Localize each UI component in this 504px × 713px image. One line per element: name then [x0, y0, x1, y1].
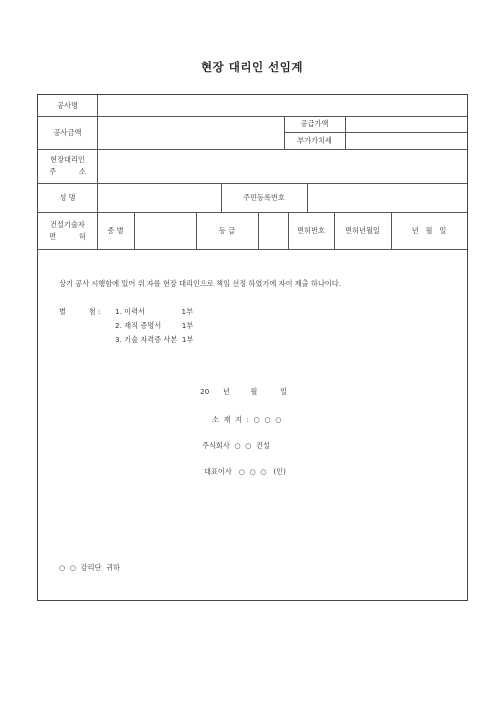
attachment-label: 별 첨 :	[59, 307, 101, 316]
statement-text: 상기 공사 시행함에 있어 위 자를 현장 대리인으로 책임 선정 하였기에 자이 제출 하나이다.	[59, 279, 341, 288]
name-field[interactable]	[98, 184, 220, 211]
agent-address-label	[38, 149, 97, 183]
row-divider	[38, 249, 467, 250]
document-title: 현장 대리인 선임계	[201, 60, 303, 74]
attachment-item: 1. 이력서 1부	[115, 307, 194, 316]
addressee-line: ○ ○ 감리단 귀하	[59, 563, 120, 572]
agent-address-label-line2: 주 소	[49, 167, 86, 176]
project-amount-label: 공사금액	[53, 127, 82, 137]
agent-address-field[interactable]	[98, 150, 466, 182]
vat-label: 부가가치세	[297, 135, 332, 145]
grade-label: 등 급	[218, 225, 236, 235]
resident-number-label: 주민등록번호	[243, 192, 285, 202]
name-label: 성 명	[59, 192, 76, 202]
project-name-field[interactable]	[98, 96, 466, 115]
location-line: 소 재 지 : ○ ○ ○	[212, 415, 282, 424]
company-line: 주식회사 ○ ○ 건설	[202, 441, 270, 450]
appointment-form	[37, 94, 468, 601]
vat-field[interactable]	[346, 133, 466, 148]
project-amount-field[interactable]	[98, 117, 283, 148]
license-label-line2: 면 허	[49, 231, 86, 241]
supply-price-field[interactable]	[346, 117, 466, 131]
license-label-line1: 건설기술자	[50, 219, 85, 229]
supply-price-label: 공급가액	[300, 119, 329, 128]
license-number-label: 면허번호	[297, 225, 325, 235]
date-line: 20 년 월 일	[200, 387, 288, 396]
attachment-item: 3. 기술 자격증 사본 1부	[115, 335, 194, 344]
project-name-label: 공사명	[57, 100, 78, 110]
agent-address-label-line1: 현장대리인	[50, 155, 85, 164]
grade-field[interactable]	[259, 213, 287, 248]
type-field[interactable]	[135, 213, 195, 248]
ceo-line: 대표이사 ○ ○ ○ (인)	[204, 467, 286, 476]
attachment-item: 2. 재직 증명서 1부	[115, 321, 194, 330]
license-date-label: 면허년월일	[345, 225, 380, 235]
license-label	[38, 212, 97, 249]
type-label: 종 별	[107, 225, 124, 235]
resident-number-field[interactable]	[308, 184, 466, 211]
license-date-field[interactable]: 년 월 일	[411, 225, 447, 235]
